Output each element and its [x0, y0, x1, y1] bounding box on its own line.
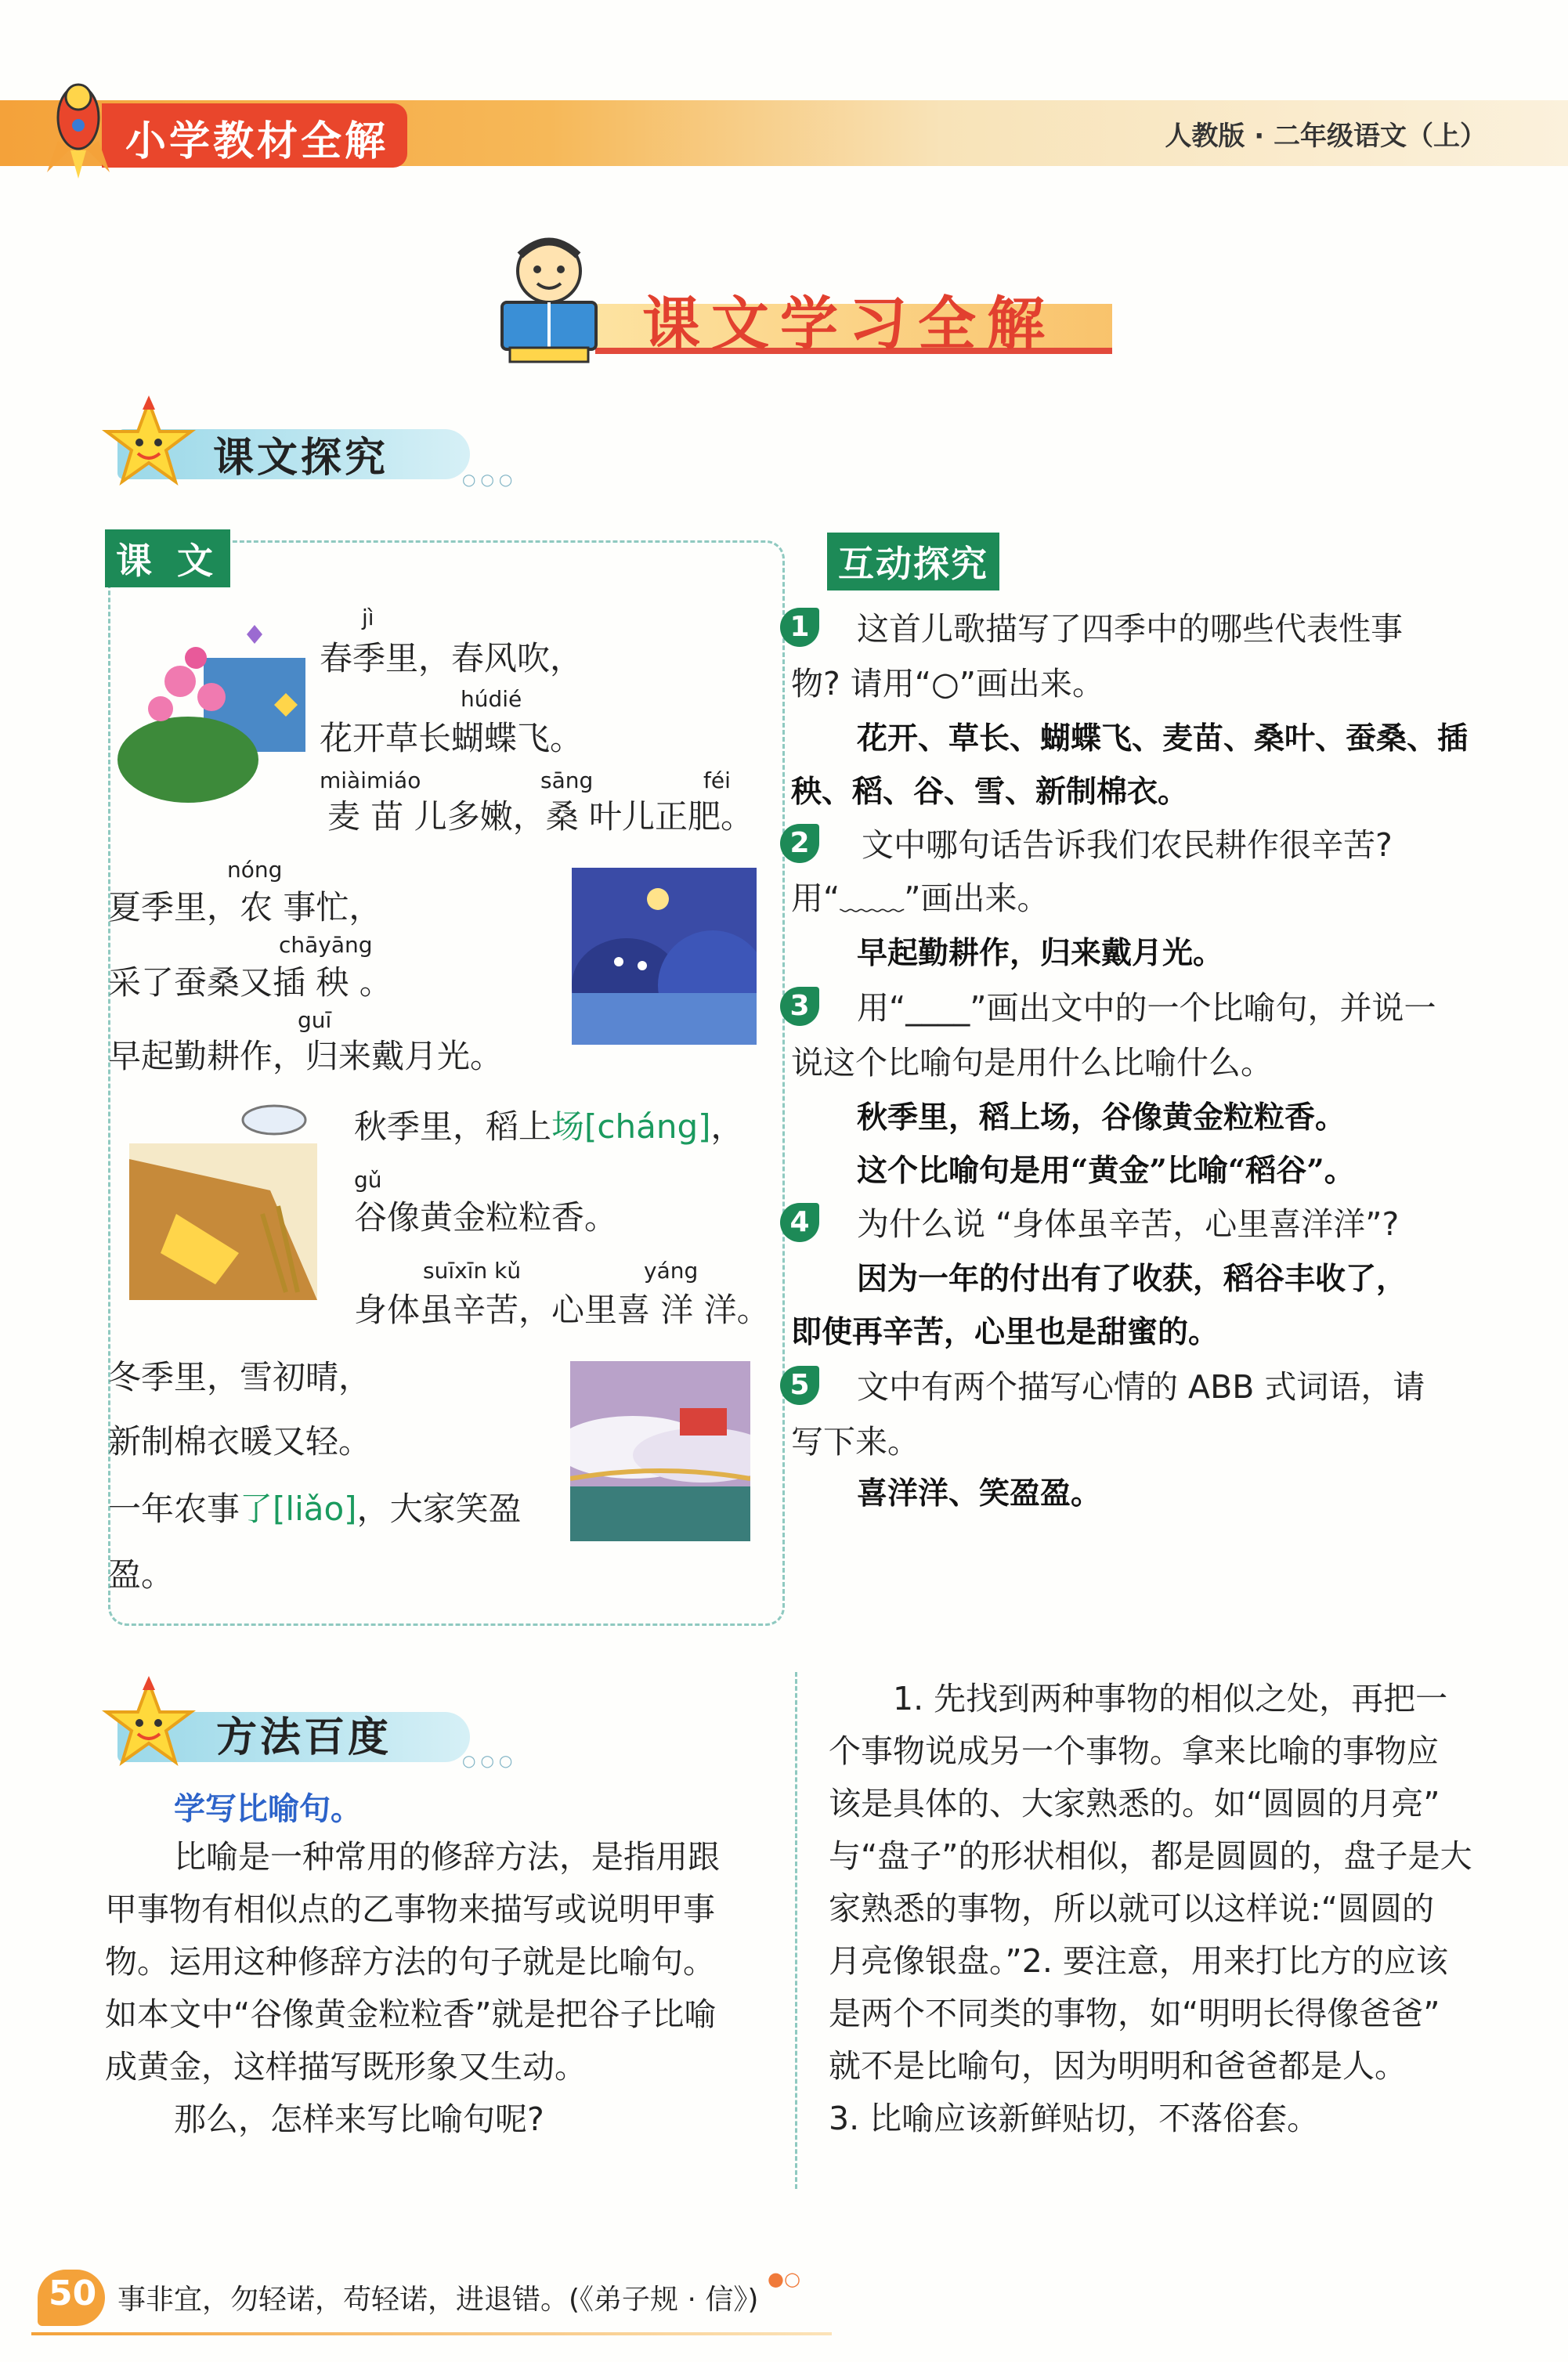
pinyin: féi: [703, 767, 731, 793]
method-paragraph: 家熟悉的事物，所以就可以这样说:“圆圆的: [829, 1890, 1435, 1927]
poem-line: 一年农事了[liǎo]，大家笑盈: [108, 1490, 522, 1528]
method-paragraph: 比喻是一种常用的修辞方法，是指用跟: [174, 1838, 720, 1876]
text-tag: 课 文: [105, 529, 230, 587]
method-paragraph: 个事物说成另一个事物。拿来比喻的事物应: [829, 1732, 1439, 1770]
answer-text: 花开、草长、蝴蝶飞、麦苗、桑叶、蚕桑、插: [857, 721, 1469, 757]
column-divider: [795, 1672, 797, 2189]
question-text: 写下来。: [791, 1423, 919, 1461]
footer-quote: 事非宜，勿轻诺，苟轻诺，进退错。(《弟子规 · 信》): [117, 2284, 759, 2316]
question-number: 3: [780, 987, 819, 1026]
edition-label: 人教版 · 二年级语文（上）: [1165, 121, 1487, 152]
answer-text: 这个比喻句是用“黄金”比喻“稻谷”。: [857, 1153, 1355, 1189]
section-title: 方法百度: [216, 1714, 392, 1761]
poem-line: 花开草长蝴蝶飞。: [320, 719, 583, 757]
pinyin: húdié: [461, 686, 522, 712]
method-paragraph: 与“盘子”的形状相似，都是圆圆的，盘子是大: [829, 1837, 1472, 1875]
poem-line: 盈。: [108, 1555, 175, 1594]
method-paragraph: 1. 先找到两种事物的相似之处，再把一: [893, 1680, 1448, 1717]
method-paragraph: 物。运用这种修辞方法的句子就是比喻句。: [105, 1943, 715, 1981]
method-paragraph: 甲事物有相似点的乙事物来描写或说明甲事: [105, 1891, 715, 1928]
poem-line: 身体虽辛苦，心里喜 洋 洋。: [354, 1291, 770, 1329]
answer-text: 早起勤耕作，归来戴月光。: [857, 935, 1224, 971]
star-mascot-icon: [102, 1676, 196, 1770]
question-number: 5: [780, 1366, 819, 1405]
answer-text: 秋季里，稻上场，谷像黄金粒粒香。: [857, 1100, 1346, 1136]
summer-night-illustration: [572, 868, 757, 1045]
method-paragraph: 3. 比喻应该新鲜贴切，不落俗套。: [829, 2100, 1320, 2137]
pinyin: nóng: [227, 857, 283, 883]
pinyin: yáng: [644, 1258, 699, 1284]
answer-text: 喜洋洋、笑盈盈。: [857, 1475, 1102, 1511]
pinyin: jì: [362, 605, 374, 630]
poem-line: 新制棉衣暖又轻。: [108, 1422, 372, 1461]
question-text: 物? 请用“○”画出来。: [791, 665, 1105, 702]
question-text: 文中有两个描写心情的 ABB 式词语，请: [857, 1368, 1425, 1406]
method-subtitle: 学写比喻句。: [174, 1791, 362, 1827]
answer-text: 秧、稻、谷、雪、新制棉衣。: [791, 774, 1189, 810]
answer-text: 即使再辛苦，心里也是甜蜜的。: [791, 1314, 1219, 1350]
question-number: 4: [780, 1203, 819, 1242]
question-text: 文中哪句话告诉我们农民耕作很辛苦?: [862, 826, 1393, 864]
question-text: 用“﹏﹏”画出来。: [791, 879, 1050, 917]
question-text: 这首儿歌描写了四季中的哪些代表性事: [857, 610, 1403, 648]
winter-snow-illustration: [570, 1361, 750, 1541]
pinyin: sāng: [540, 767, 594, 793]
question-text: 说这个比喻句是用什么比喻什么。: [791, 1044, 1273, 1082]
poem-line: 麦 苗 儿多嫩，桑 叶儿正肥。: [327, 797, 754, 836]
method-paragraph: 那么，怎样来写比喻句呢?: [174, 2100, 544, 2138]
pinyin: gǔ: [354, 1167, 382, 1193]
question-text: 用“____”画出文中的一个比喻句，并说一: [857, 989, 1436, 1027]
decor-dots: ○○○: [462, 470, 518, 489]
question-number: 2: [780, 824, 819, 863]
method-paragraph: 月亮像银盘。”2. 要注意，用来打比方的应该: [829, 1942, 1448, 1980]
question-number: 1: [780, 608, 819, 647]
method-paragraph: 该是具体的、大家熟悉的。如“圆圆的月亮”: [829, 1785, 1440, 1822]
method-paragraph: 成黄金，这样描写既形象又生动。: [105, 2048, 587, 2086]
star-mascot-icon: [102, 395, 196, 489]
poem-line: 春季里，春风吹，: [320, 639, 583, 677]
poem-line: 秋季里，稻上场[cháng]，: [354, 1107, 744, 1146]
series-title: 小学教材全解: [125, 118, 389, 165]
poem-line: 冬季里，雪初晴，: [108, 1358, 372, 1396]
page-number: 50: [49, 2274, 97, 2313]
pinyin: suīxīn kǔ: [423, 1258, 522, 1284]
footer-line: [31, 2332, 832, 2335]
section-title: 课文探究: [213, 435, 389, 482]
answer-text: 因为一年的付出有了收获，稻谷丰收了，: [857, 1261, 1407, 1297]
reading-boy-icon: [490, 232, 608, 365]
poem-line: 谷像黄金粒粒香。: [354, 1198, 618, 1237]
rocket-mascot-icon: [31, 63, 125, 180]
decor-dots: ○○○: [462, 1751, 518, 1770]
autumn-harvest-illustration: [129, 1096, 317, 1300]
decor-dots: ●○: [768, 2268, 800, 2290]
poem-line: 夏季里，农 事忙，: [108, 888, 382, 926]
method-paragraph: 是两个不同类的事物，如“明明长得像爸爸”: [829, 1995, 1440, 2032]
method-paragraph: 就不是比喻句，因为明明和爸爸都是人。: [829, 2047, 1407, 2085]
page-banner-title: 课文学习全解: [642, 291, 1056, 358]
pinyin: miàimiáo: [320, 767, 421, 793]
poem-line: 早起勤耕作，归来戴月光。: [108, 1037, 504, 1075]
spring-flowers-illustration: [117, 611, 313, 807]
explore-tag: 互动探究: [827, 533, 999, 590]
poem-line: 采了蚕桑又插 秧 。: [108, 963, 392, 1002]
question-text: 为什么说 “身体虽辛苦，心里喜洋洋”?: [857, 1205, 1400, 1243]
method-paragraph: 如本文中“谷像黄金粒粒香”就是把谷子比喻: [105, 1995, 717, 2033]
pinyin: chāyāng: [279, 932, 373, 958]
pinyin: guī: [298, 1007, 332, 1033]
